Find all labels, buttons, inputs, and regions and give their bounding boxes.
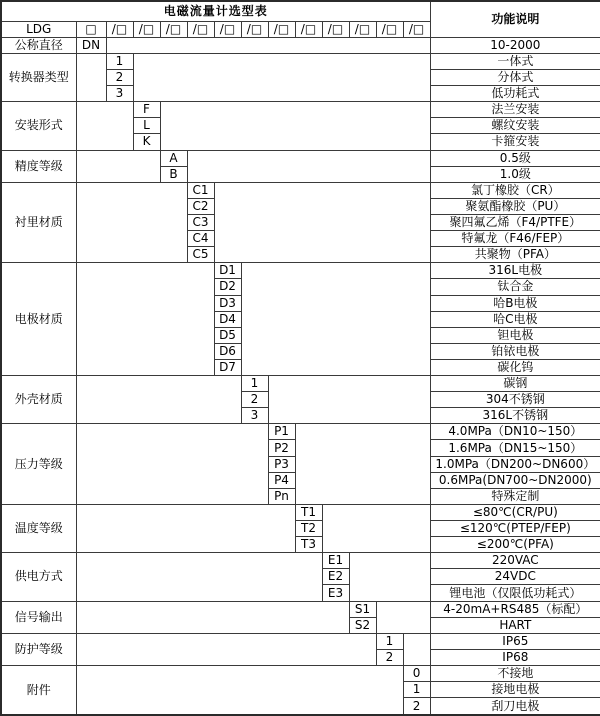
model-slot-3: /□ [160, 21, 187, 37]
desc-cell: 316L电极 [430, 263, 600, 279]
desc-cell: 0.6MPa(DN700~DN2000) [430, 472, 600, 488]
code-cell: S2 [349, 617, 376, 633]
spacer-right [322, 504, 430, 552]
desc-cell: IP65 [430, 633, 600, 649]
desc-cell: 1.0MPa（DN200~DN600） [430, 456, 600, 472]
code-cell: 3 [241, 408, 268, 424]
desc-cell: 聚四氟乙烯（F4/PTFE） [430, 214, 600, 230]
model-slot-5: /□ [214, 21, 241, 37]
desc-cell: IP68 [430, 649, 600, 665]
code-cell: 2 [403, 698, 430, 715]
desc-cell: 铂铱电极 [430, 343, 600, 359]
spacer-left [76, 601, 349, 633]
spacer-right [295, 424, 430, 505]
desc-cell: 接地电极 [430, 682, 600, 698]
desc-cell: 法兰安装 [430, 102, 600, 118]
desc-cell: 哈B电极 [430, 295, 600, 311]
desc-cell-diameter: 10-2000 [430, 37, 600, 53]
code-cell: D7 [214, 359, 241, 375]
category-label: 供电方式 [1, 553, 76, 601]
desc-cell: 氯丁橡胶（CR） [430, 182, 600, 198]
code-cell: C4 [187, 231, 214, 247]
desc-cell: 碳化钨 [430, 359, 600, 375]
desc-column-header: 功能说明 [430, 1, 600, 37]
code-cell: P4 [268, 472, 295, 488]
code-cell: 1 [106, 53, 133, 69]
desc-cell: 4.0MPa（DN10~150） [430, 424, 600, 440]
code-cell: 1 [241, 376, 268, 392]
code-cell: T2 [295, 521, 322, 537]
desc-cell: 不接地 [430, 666, 600, 682]
code-cell: T1 [295, 504, 322, 520]
spacer-right [268, 376, 430, 424]
desc-cell: 哈C电极 [430, 311, 600, 327]
desc-cell: 钽电极 [430, 327, 600, 343]
code-cell: D4 [214, 311, 241, 327]
code-cell: C5 [187, 247, 214, 263]
desc-cell: ≤120℃(PTEP/FEP) [430, 521, 600, 537]
model-slot-1: /□ [106, 21, 133, 37]
spacer-left [76, 150, 160, 182]
category-label: 温度等级 [1, 504, 76, 552]
model-slot-8: /□ [295, 21, 322, 37]
code-cell: 3 [106, 86, 133, 102]
desc-cell: 低功耗式 [430, 86, 600, 102]
desc-cell: 刮刀电极 [430, 698, 600, 715]
model-slot-6: /□ [241, 21, 268, 37]
code-cell: 2 [376, 649, 403, 665]
category-label: 精度等级 [1, 150, 76, 182]
spacer-right [376, 601, 430, 633]
code-cell: 2 [241, 392, 268, 408]
desc-cell: 特氟龙（F46/FEP） [430, 231, 600, 247]
category-label: 转换器类型 [1, 53, 76, 101]
code-cell: E2 [322, 569, 349, 585]
model-slot-11: /□ [376, 21, 403, 37]
category-label: 防护等级 [1, 633, 76, 665]
code-cell: D1 [214, 263, 241, 279]
code-cell: C3 [187, 214, 214, 230]
desc-cell: 聚氨酯橡胶（PU） [430, 198, 600, 214]
desc-cell: 共聚物（PFA） [430, 247, 600, 263]
desc-cell: 4-20mA+RS485（标配） [430, 601, 600, 617]
spacer-left [76, 553, 322, 601]
spacer-left [76, 666, 403, 715]
spacer-right [241, 263, 430, 376]
category-label: 附件 [1, 666, 76, 715]
code-cell: F [133, 102, 160, 118]
desc-cell: 220VAC [430, 553, 600, 569]
desc-cell: ≤80℃(CR/PU) [430, 504, 600, 520]
code-cell: K [133, 134, 160, 150]
code-cell: P3 [268, 456, 295, 472]
spacer-right [187, 150, 430, 182]
desc-cell: 一体式 [430, 53, 600, 69]
model-slot-7: /□ [268, 21, 295, 37]
spacer-right [214, 182, 430, 263]
desc-cell: 24VDC [430, 569, 600, 585]
category-label: 电极材质 [1, 263, 76, 376]
spacer-left [76, 376, 241, 424]
desc-cell: 分体式 [430, 69, 600, 85]
spacer-left [76, 424, 268, 505]
code-cell: 0 [403, 666, 430, 682]
desc-cell: 螺纹安装 [430, 118, 600, 134]
desc-cell: 316L不锈钢 [430, 408, 600, 424]
desc-cell: 钛合金 [430, 279, 600, 295]
desc-cell: 1.0级 [430, 166, 600, 182]
model-prefix: LDG [1, 21, 76, 37]
category-label: 信号输出 [1, 601, 76, 633]
spacer-left [76, 53, 106, 101]
code-cell: T3 [295, 537, 322, 553]
model-slot-9: /□ [322, 21, 349, 37]
category-label: 外壳材质 [1, 376, 76, 424]
spacer-left [76, 633, 376, 665]
desc-cell: 1.6MPa（DN15~150） [430, 440, 600, 456]
spacer-right [403, 633, 430, 665]
code-cell: L [133, 118, 160, 134]
spacer-right [349, 553, 430, 601]
code-cell: A [160, 150, 187, 166]
spacer-right [160, 102, 430, 150]
code-cell: C2 [187, 198, 214, 214]
code-cell: D5 [214, 327, 241, 343]
code-cell: Pn [268, 488, 295, 504]
desc-cell: 碳钢 [430, 376, 600, 392]
desc-cell: ≤200℃(PFA) [430, 537, 600, 553]
desc-cell: 锂电池（仅限低功耗式） [430, 585, 600, 601]
model-slot-10: /□ [349, 21, 376, 37]
model-box: □ [76, 21, 106, 37]
spacer-left [76, 182, 187, 263]
category-label-diameter: 公称直径 [1, 37, 76, 53]
category-label: 衬里材质 [1, 182, 76, 263]
code-cell: C1 [187, 182, 214, 198]
spacer-right [133, 53, 430, 101]
desc-cell: 0.5级 [430, 150, 600, 166]
code-cell: E1 [322, 553, 349, 569]
desc-cell: HART [430, 617, 600, 633]
code-cell: B [160, 166, 187, 182]
code-cell-dn: DN [76, 37, 106, 53]
desc-cell: 304不锈钢 [430, 392, 600, 408]
desc-cell: 卡箍安装 [430, 134, 600, 150]
code-cell: D6 [214, 343, 241, 359]
code-cell: P1 [268, 424, 295, 440]
code-cell: D2 [214, 279, 241, 295]
spacer-left [76, 102, 133, 150]
spacer-left [76, 504, 295, 552]
code-cell: 1 [403, 682, 430, 698]
model-slot-2: /□ [133, 21, 160, 37]
model-slot-4: /□ [187, 21, 214, 37]
code-cell: D3 [214, 295, 241, 311]
model-slot-12: /□ [403, 21, 430, 37]
table-title: 电磁流量计选型表 [1, 1, 430, 21]
code-cell: S1 [349, 601, 376, 617]
code-cell: E3 [322, 585, 349, 601]
code-cell: 1 [376, 633, 403, 649]
category-label: 压力等级 [1, 424, 76, 505]
spacer-diameter [106, 37, 430, 53]
desc-cell: 特殊定制 [430, 488, 600, 504]
spacer-left [76, 263, 214, 376]
code-cell: P2 [268, 440, 295, 456]
category-label: 安装形式 [1, 102, 76, 150]
code-cell: 2 [106, 69, 133, 85]
